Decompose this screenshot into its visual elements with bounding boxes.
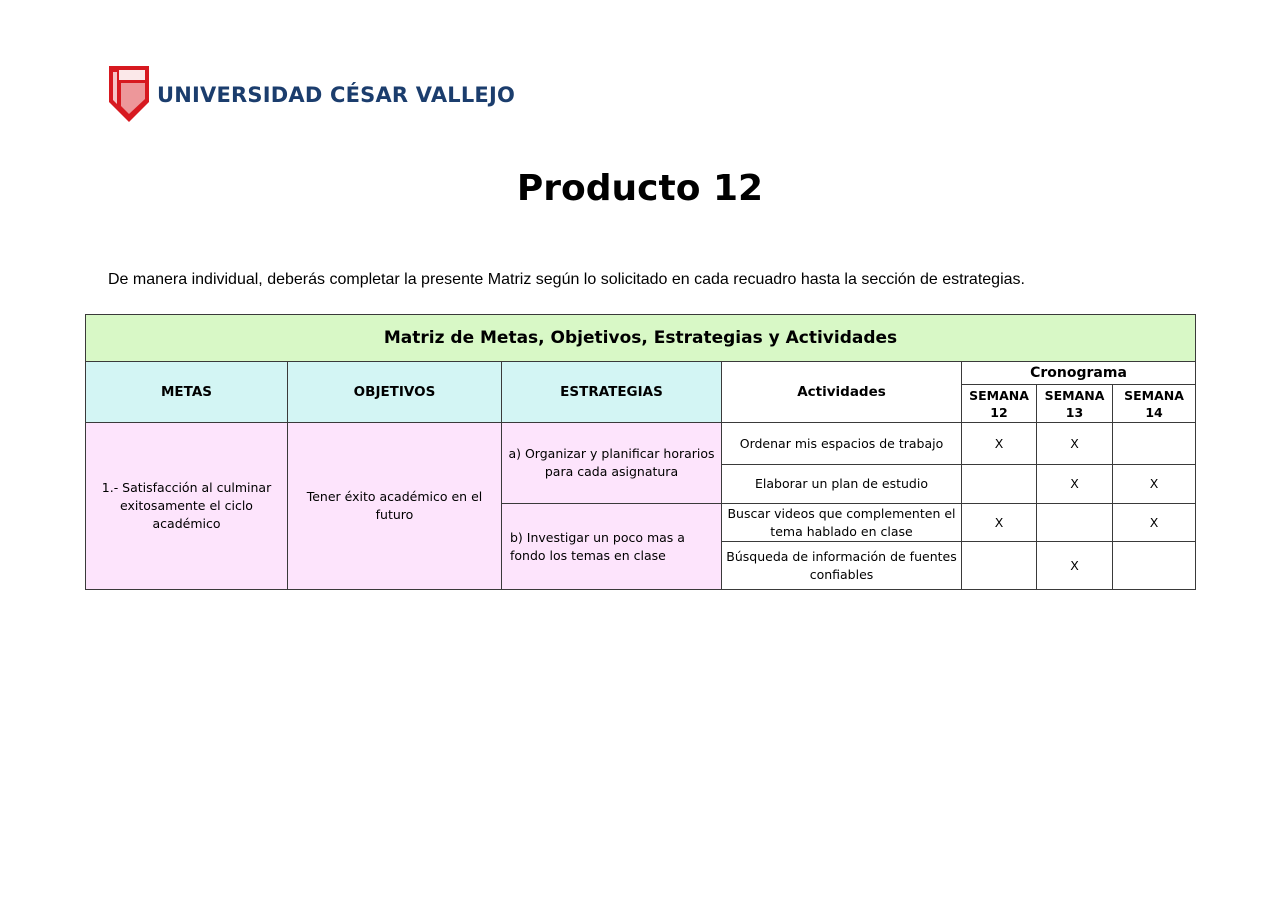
schedule-mark-s13: X: [1037, 465, 1113, 504]
schedule-mark-s14: [1113, 423, 1196, 465]
matrix-title: Matriz de Metas, Objetivos, Estrategias y Actividades: [86, 315, 1196, 362]
header-semana-14: SEMANA 14: [1113, 385, 1196, 423]
header-semana-13: SEMANA 13: [1037, 385, 1113, 423]
schedule-mark-s14: X: [1113, 504, 1196, 542]
instructions-text: De manera individual, deberás completar la presente Matriz según lo solicitado en cada recuadro hasta la sección de estrategias.: [108, 271, 1025, 288]
header-cronograma: Cronograma: [962, 362, 1196, 385]
meta-cell: 1.- Satisfacción al culminar exitosamente el ciclo académico: [86, 423, 288, 590]
schedule-mark-s13: [1037, 504, 1113, 542]
page-title: Producto 12: [516, 168, 764, 209]
header-estrategias: ESTRATEGIAS: [502, 362, 722, 423]
estrategia-a-cell: a) Organizar y planificar horarios para cada asignatura: [502, 423, 722, 504]
logo-text: UNIVERSIDAD CÉSAR VALLEJO: [157, 83, 516, 107]
header-semana-12: SEMANA 12: [962, 385, 1037, 423]
header-objetivos: OBJETIVOS: [288, 362, 502, 423]
activity-cell: Ordenar mis espacios de trabajo: [722, 423, 962, 465]
objetivo-cell: Tener éxito académico en el futuro: [288, 423, 502, 590]
activity-cell: Búsqueda de información de fuentes confiables: [722, 542, 962, 590]
goals-matrix-table: [85, 314, 1196, 590]
activity-cell: Elaborar un plan de estudio: [722, 465, 962, 504]
university-logo: [109, 66, 515, 122]
header-metas: METAS: [86, 362, 288, 423]
schedule-mark-s12: [962, 465, 1037, 504]
estrategia-b-cell: b) Investigar un poco mas a fondo los temas en clase: [502, 504, 722, 590]
activity-cell: Buscar videos que complementen el tema hablado en clase: [722, 504, 962, 542]
schedule-mark-s14: X: [1113, 465, 1196, 504]
schedule-mark-s13: X: [1037, 542, 1113, 590]
schedule-mark-s13: X: [1037, 423, 1113, 465]
schedule-mark-s14: [1113, 542, 1196, 590]
schedule-mark-s12: [962, 542, 1037, 590]
shield-logo-icon: [109, 66, 149, 122]
schedule-mark-s12: X: [962, 504, 1037, 542]
schedule-mark-s12: X: [962, 423, 1037, 465]
header-actividades: Actividades: [722, 362, 962, 423]
